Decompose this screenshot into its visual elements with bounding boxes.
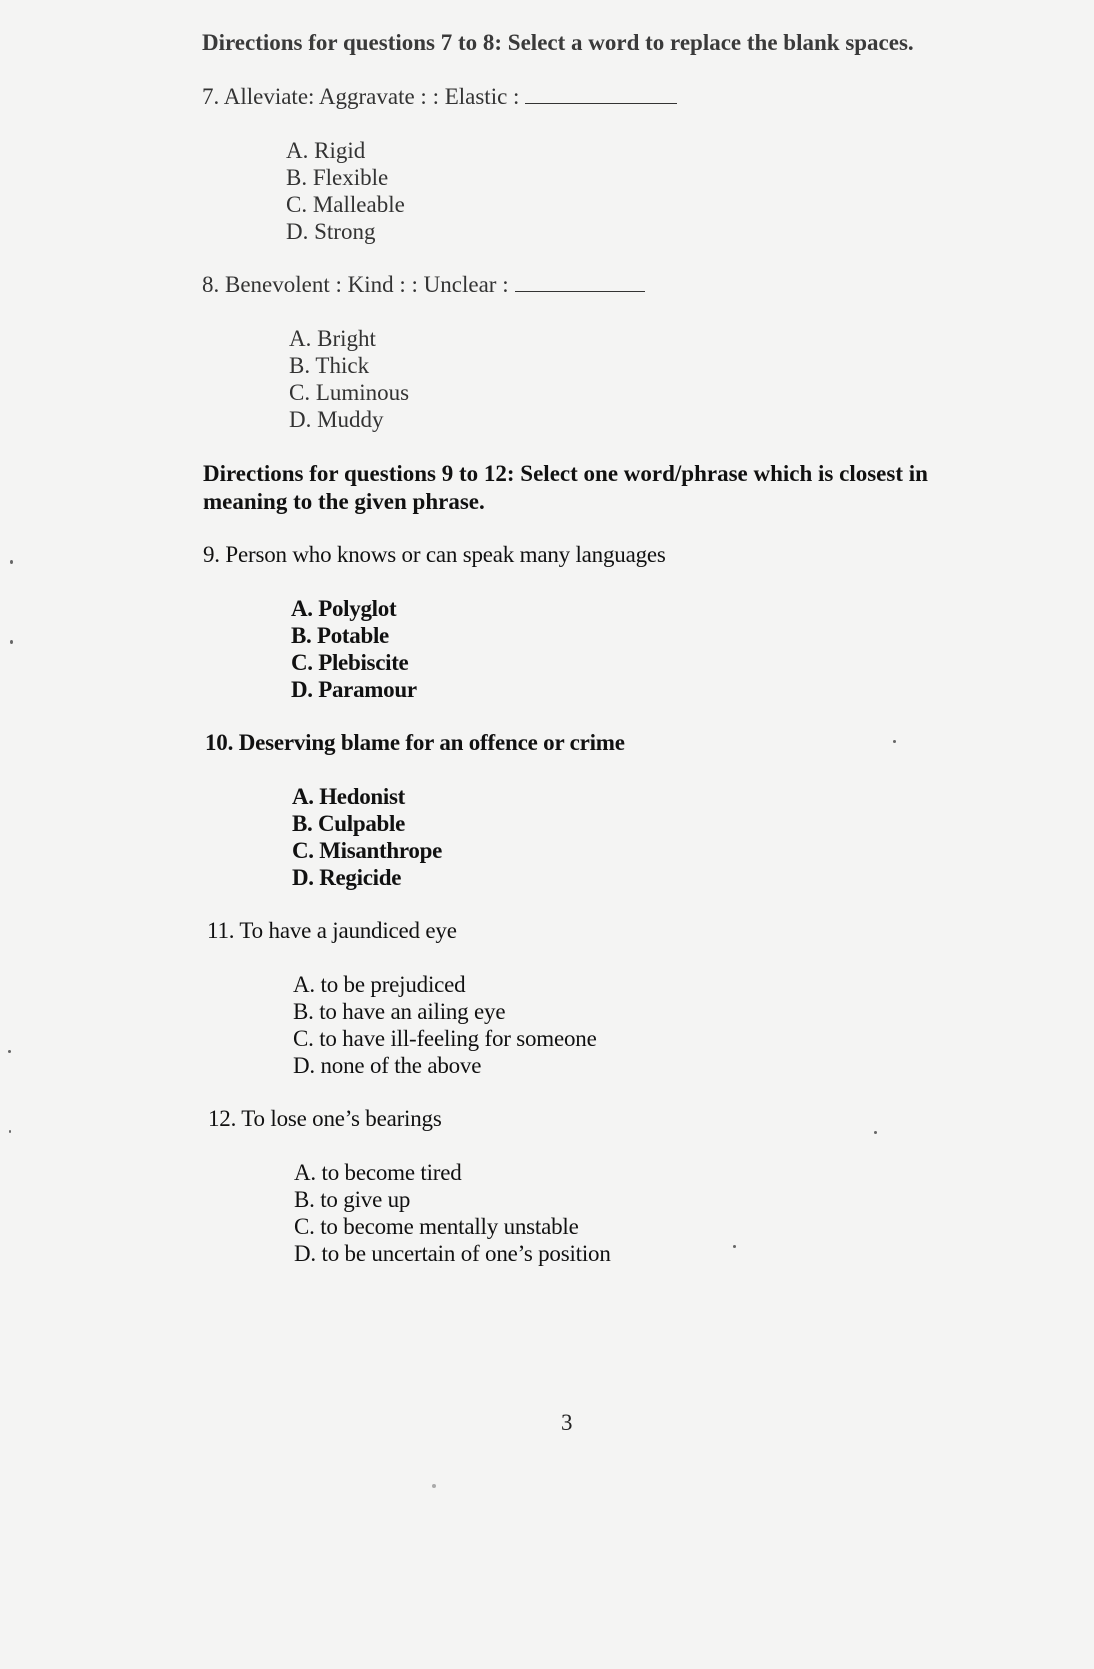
q7-option-c: C. Malleable bbox=[286, 192, 405, 217]
question-7 bbox=[202, 84, 677, 110]
scan-speck bbox=[9, 1130, 11, 1133]
q10-option-d: D. Regicide bbox=[292, 865, 402, 890]
directions-q9-q12-line2: meaning to the given phrase. bbox=[203, 489, 485, 514]
q7-option-a: A. Rigid bbox=[286, 138, 366, 163]
q10-option-c: C. Misanthrope bbox=[292, 838, 442, 863]
q9-option-a: A. Polyglot bbox=[291, 596, 397, 621]
q8-option-a: A. Bright bbox=[289, 326, 376, 351]
q12-option-b: B. to give up bbox=[294, 1187, 411, 1212]
answer-blank bbox=[525, 85, 677, 104]
question-7-text: 7. Alleviate: Aggravate : : Elastic : bbox=[202, 84, 520, 109]
q10-option-b: B. Culpable bbox=[292, 811, 406, 836]
q10-option-a: A. Hedonist bbox=[292, 784, 405, 809]
question-12-text: 12. To lose one’s bearings bbox=[208, 1106, 442, 1131]
q11-option-c: C. to have ill-feeling for someone bbox=[293, 1026, 597, 1051]
q8-option-b: B. Thick bbox=[289, 353, 370, 378]
page-number: 3 bbox=[561, 1410, 573, 1435]
scan-speck bbox=[893, 740, 896, 743]
question-8-text: 8. Benevolent : Kind : : Unclear : bbox=[202, 272, 509, 297]
answer-blank bbox=[515, 273, 645, 292]
q8-option-d: D. Muddy bbox=[289, 407, 384, 432]
scan-speck bbox=[8, 1050, 11, 1053]
q12-option-d: D. to be uncertain of one’s position bbox=[294, 1241, 611, 1266]
directions-q9-q12-line1: Directions for questions 9 to 12: Select one word/phrase which is closest in bbox=[203, 461, 928, 486]
q9-option-d: D. Paramour bbox=[291, 677, 417, 702]
question-10-text: 10. Deserving blame for an offence or crime bbox=[205, 730, 625, 755]
scan-speck bbox=[874, 1131, 877, 1134]
question-9-text: 9. Person who knows or can speak many languages bbox=[203, 542, 666, 567]
q12-option-a: A. to become tired bbox=[294, 1160, 462, 1185]
scan-speck bbox=[10, 560, 13, 564]
q11-option-d: D. none of the above bbox=[293, 1053, 482, 1078]
question-11-text: 11. To have a jaundiced eye bbox=[207, 918, 457, 943]
directions-q7-q8: Directions for questions 7 to 8: Select a word to replace the blank spaces. bbox=[202, 30, 914, 55]
q8-option-c: C. Luminous bbox=[289, 380, 410, 405]
q7-option-b: B. Flexible bbox=[286, 165, 389, 190]
q12-option-c: C. to become mentally unstable bbox=[294, 1214, 579, 1239]
question-8 bbox=[202, 272, 645, 298]
q11-option-b: B. to have an ailing eye bbox=[293, 999, 506, 1024]
scan-speck bbox=[733, 1245, 736, 1248]
q9-option-b: B. Potable bbox=[291, 623, 389, 648]
q11-option-a: A. to be prejudiced bbox=[293, 972, 466, 997]
q9-option-c: C. Plebiscite bbox=[291, 650, 409, 675]
q7-option-d: D. Strong bbox=[286, 219, 376, 244]
scan-speck bbox=[432, 1484, 436, 1488]
scan-speck bbox=[10, 640, 13, 644]
